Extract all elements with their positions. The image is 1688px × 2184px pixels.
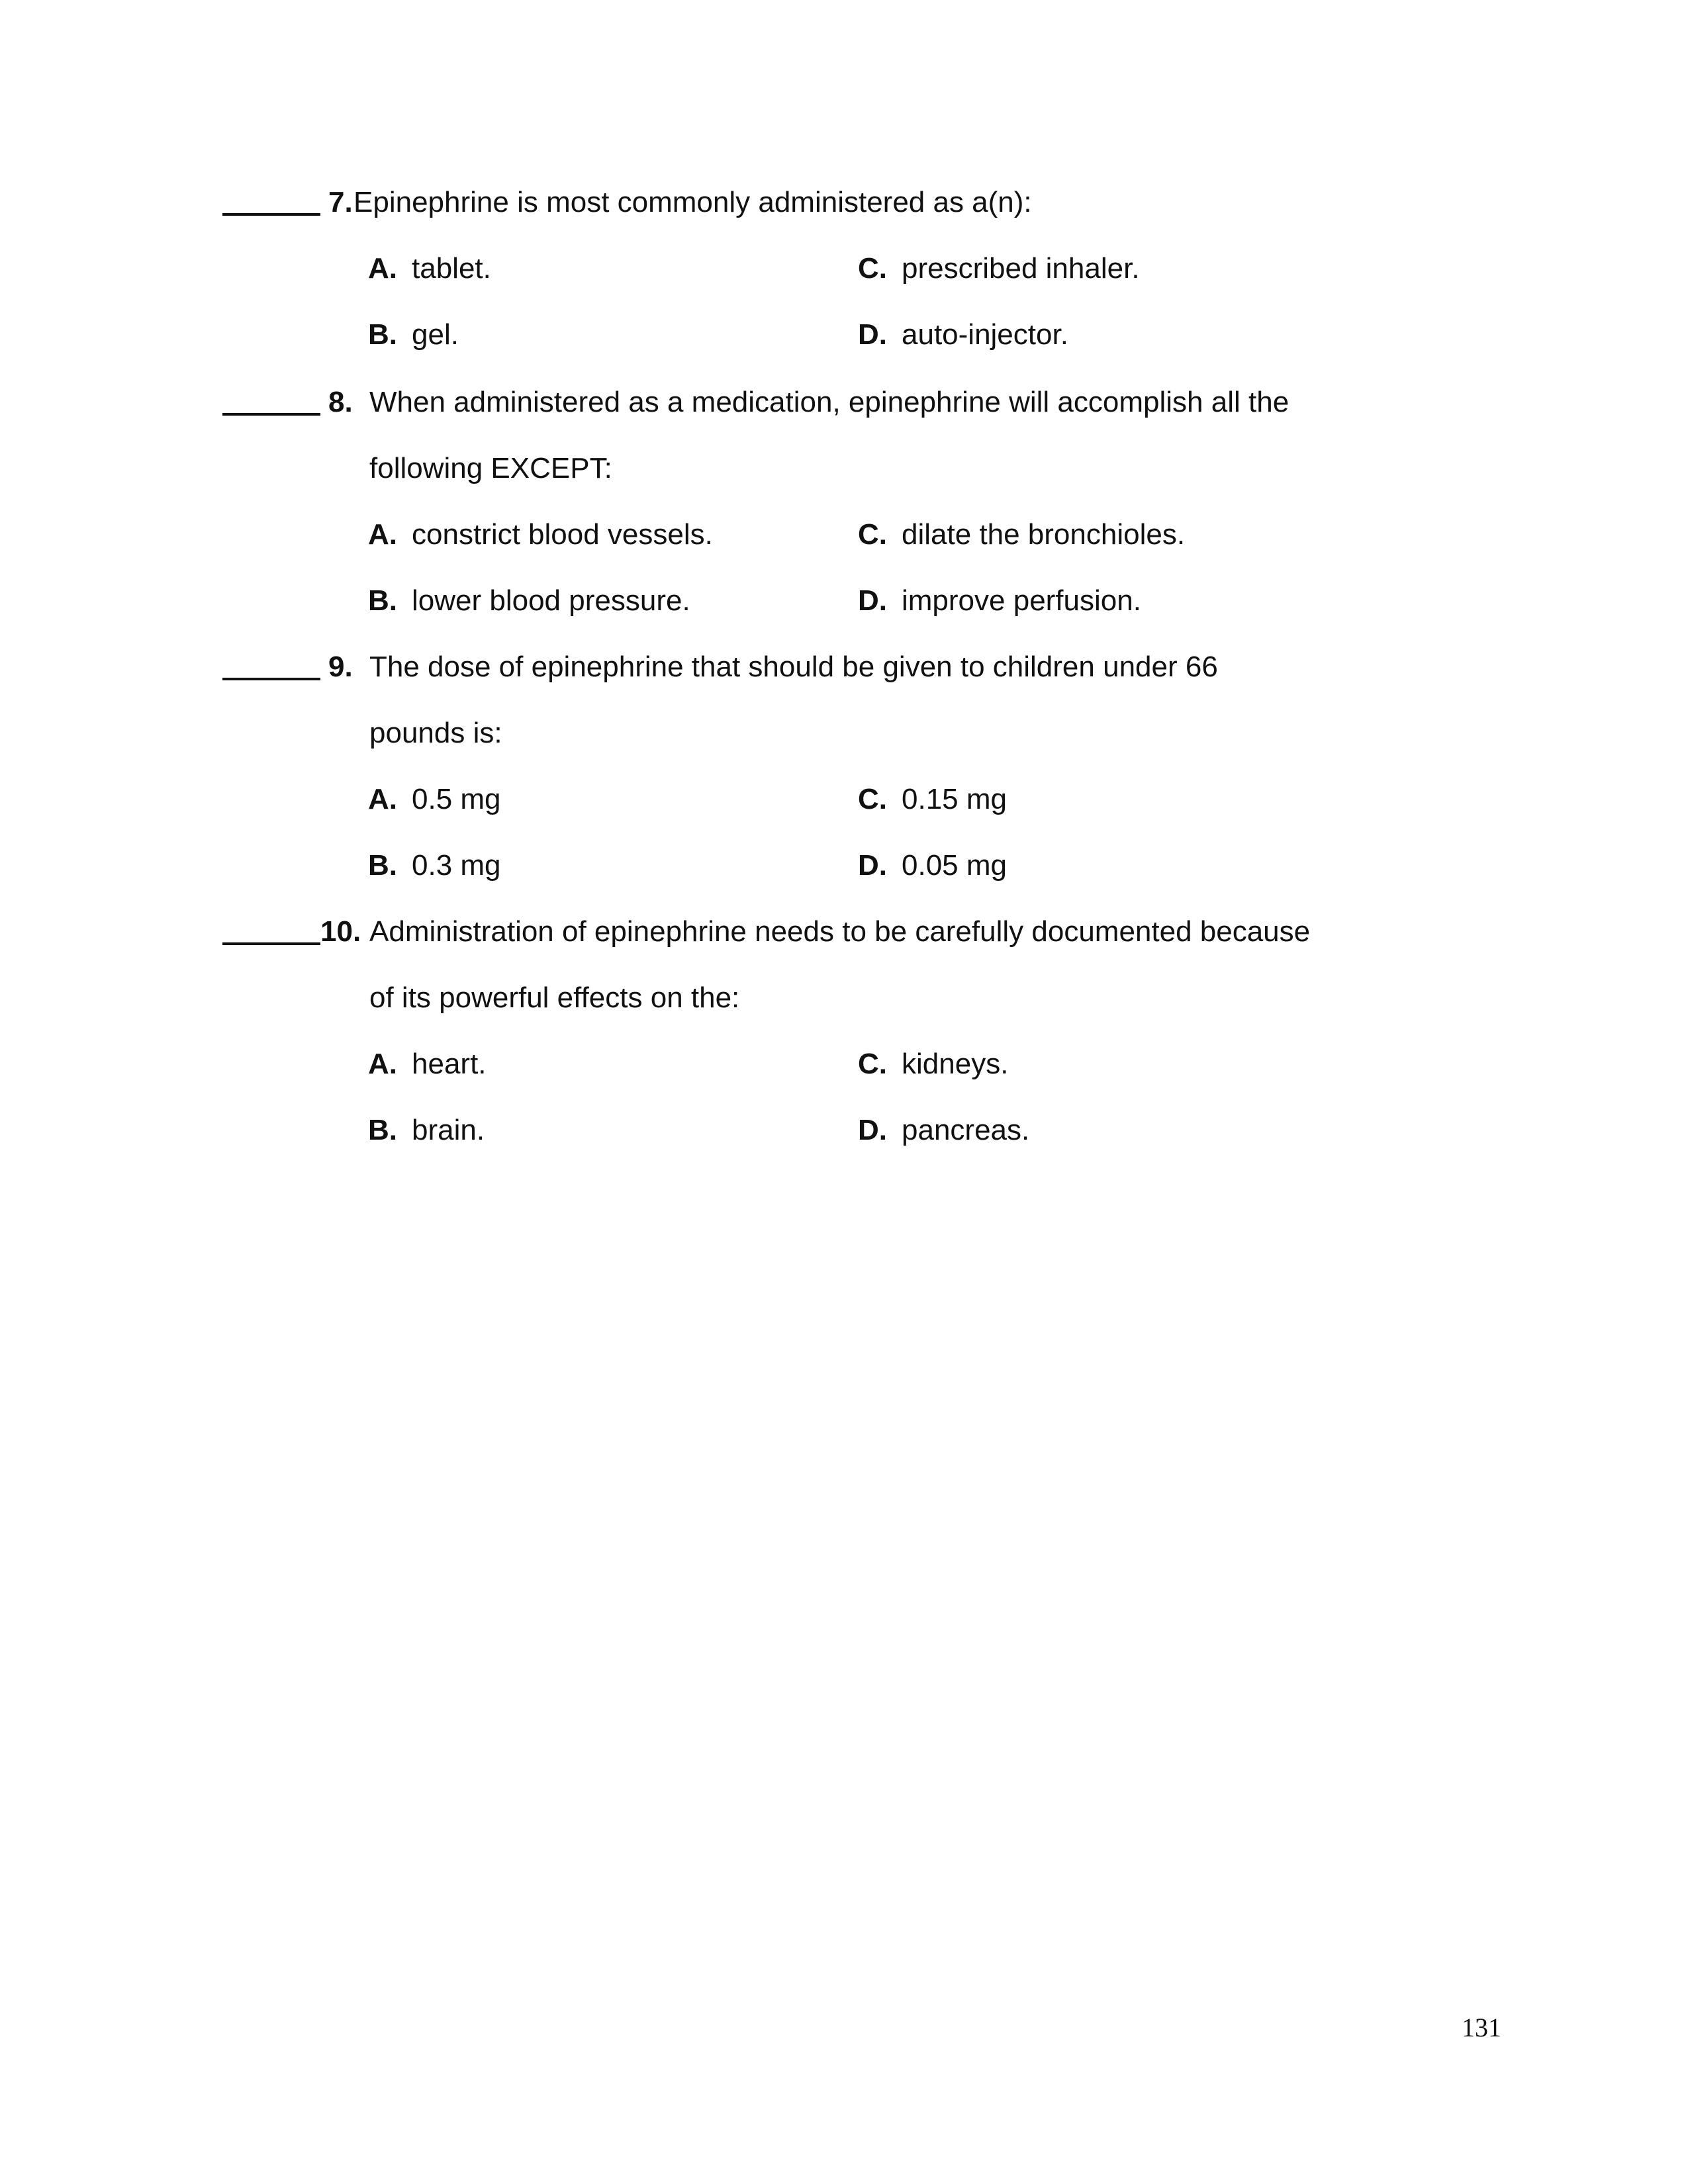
option-d [858, 848, 1007, 883]
option-letter: A. [368, 252, 397, 285]
question-number: 8. [328, 386, 353, 418]
question-text-continued: pounds is: [369, 717, 502, 749]
option-d [858, 318, 1068, 352]
option-letter: A. [368, 1048, 397, 1080]
option-c [858, 782, 1007, 817]
option-b [368, 318, 459, 352]
option-letter: D. [858, 318, 887, 351]
answer-blank-7 [222, 185, 320, 220]
option-text: 0.05 mg [902, 849, 1007, 882]
option-d [858, 584, 1141, 618]
option-b [368, 584, 690, 618]
option-text: dilate the bronchioles. [902, 518, 1186, 551]
option-letter: D. [858, 849, 887, 882]
question-text-continued: following EXCEPT: [369, 452, 612, 484]
option-text: 0.15 mg [902, 783, 1007, 815]
option-text: improve perfusion. [902, 584, 1141, 617]
option-text: brain. [412, 1114, 485, 1146]
option-text: 0.3 mg [412, 849, 501, 882]
option-b [368, 848, 501, 883]
option-a [368, 251, 491, 286]
option-text: heart. [412, 1048, 487, 1080]
option-text: constrict blood vessels. [412, 518, 713, 551]
option-text: 0.5 mg [412, 783, 501, 815]
option-text: tablet. [412, 252, 491, 285]
option-letter: B. [368, 318, 397, 351]
option-letter: B. [368, 849, 397, 882]
answer-blank-line [222, 942, 320, 945]
option-letter: A. [368, 783, 397, 815]
answer-blank-9 [222, 650, 320, 684]
option-c [858, 518, 1185, 552]
question-number: 7. [328, 186, 353, 218]
answer-blank-10 [222, 915, 320, 949]
question-number: 10. [320, 915, 361, 948]
answer-blank-line [222, 213, 320, 216]
option-text: kidneys. [902, 1048, 1009, 1080]
option-letter: B. [368, 1114, 397, 1146]
option-letter: D. [858, 1114, 887, 1146]
question-number: 9. [328, 651, 353, 683]
option-text: lower blood pressure. [412, 584, 690, 617]
option-text: prescribed inhaler. [902, 252, 1140, 285]
option-d [858, 1113, 1029, 1148]
question-text: Administration of epinephrine needs to be carefully documented because [369, 915, 1311, 948]
option-text: auto-injector. [902, 318, 1068, 351]
option-a [368, 1047, 487, 1081]
page-number: 131 [1462, 2013, 1501, 2042]
answer-blank-line [222, 678, 320, 680]
option-c [858, 251, 1140, 286]
option-letter: D. [858, 584, 887, 617]
question-text: The dose of epinephrine that should be given to children under 66 [369, 651, 1218, 683]
answer-blank-line [222, 413, 320, 416]
option-letter: C. [858, 1048, 887, 1080]
answer-blank-8 [222, 385, 320, 420]
option-text: pancreas. [902, 1114, 1030, 1146]
option-a [368, 518, 713, 552]
option-letter: C. [858, 518, 887, 551]
question-text-continued: of its powerful effects on the: [369, 981, 740, 1014]
question-text: When administered as a medication, epinephrine will accomplish all the [369, 386, 1289, 418]
option-letter: C. [858, 783, 887, 815]
option-b [368, 1113, 485, 1148]
question-text: Epinephrine is most commonly administered as a(n): [353, 186, 1032, 218]
option-letter: A. [368, 518, 397, 551]
option-letter: C. [858, 252, 887, 285]
option-a [368, 782, 501, 817]
option-text: gel. [412, 318, 459, 351]
option-c [858, 1047, 1008, 1081]
option-letter: B. [368, 584, 397, 617]
